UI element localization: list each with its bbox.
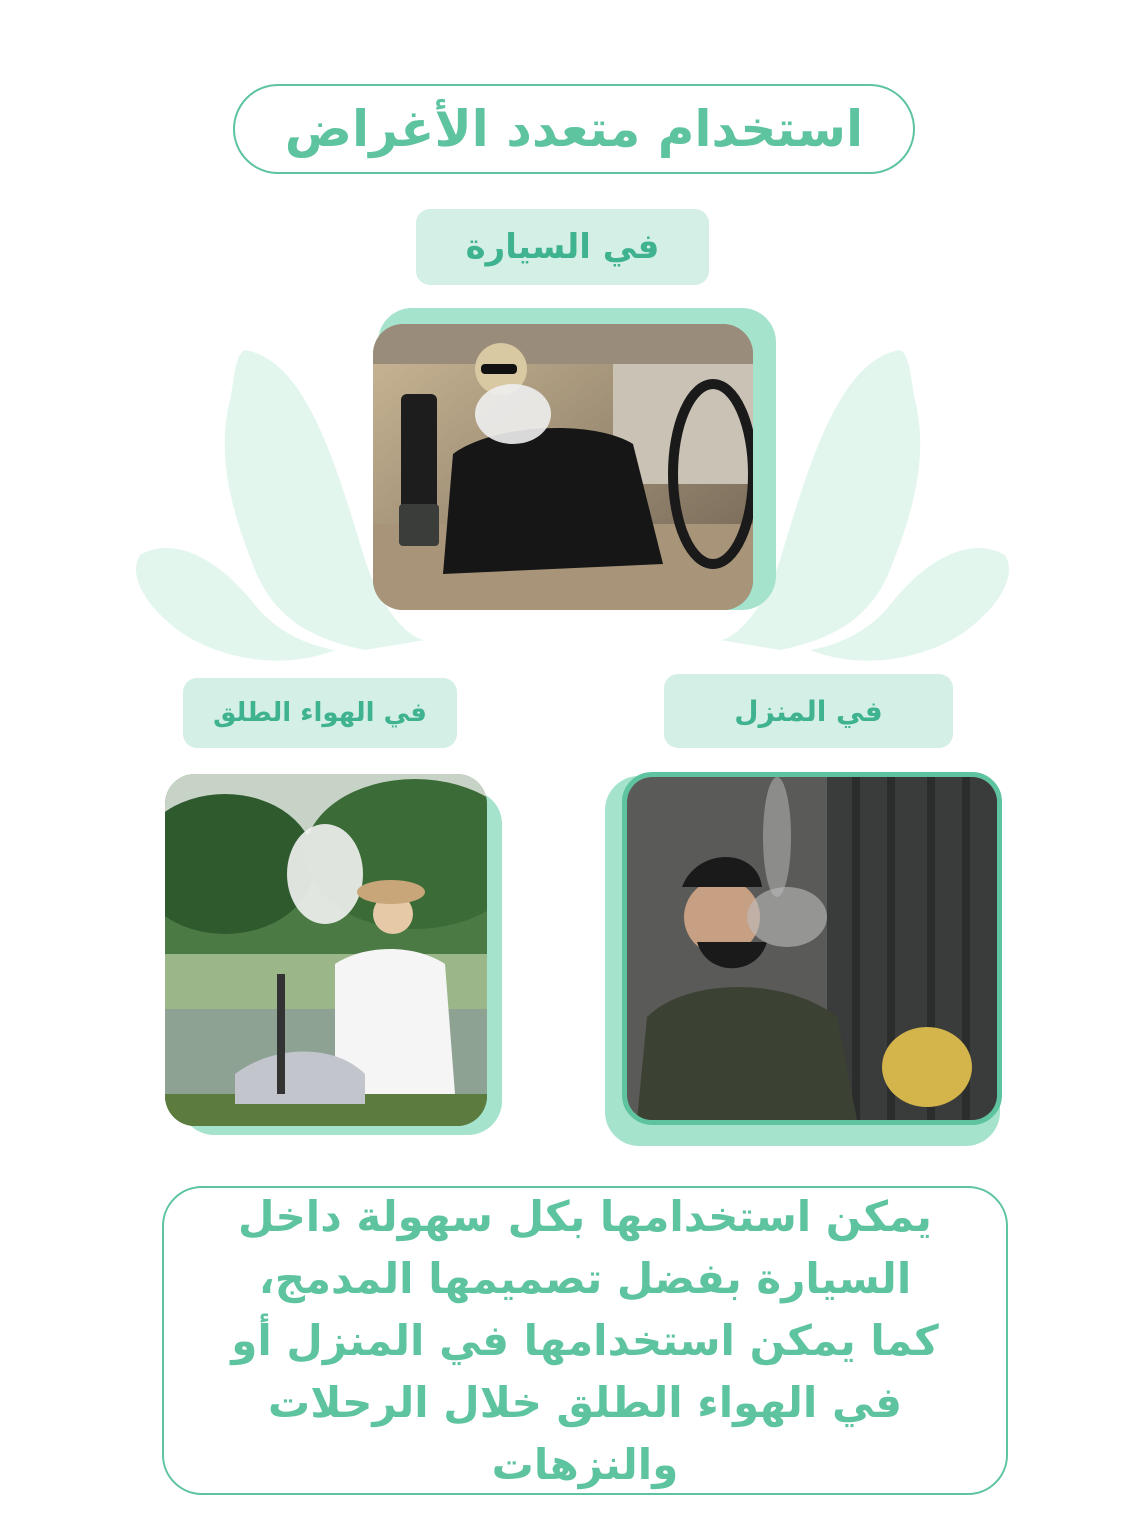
label-home-text: في المنزل	[734, 694, 883, 728]
description-box	[162, 1186, 1008, 1495]
label-outdoor	[183, 678, 457, 748]
label-car-text: في السيارة	[465, 227, 660, 267]
photo-home	[622, 772, 1002, 1125]
label-home	[664, 674, 953, 748]
photo-outdoor	[165, 774, 487, 1126]
page-title-text: استخدام متعدد الأغراض	[284, 100, 864, 158]
description-text: يمكن استخدامها بكل سهولة داخل السيارة بفضل تصميمها المدمج، كما يمكن استخدامها في المنزل أو في الهواء الطلق خلال الرحلات والنزهات	[231, 1191, 939, 1489]
label-car	[416, 209, 709, 285]
photo-car	[373, 324, 753, 610]
label-outdoor-text: في الهواء الطلق	[213, 698, 427, 728]
car-scene-image	[373, 324, 753, 610]
page-title	[233, 84, 915, 174]
outdoor-scene-image	[165, 774, 487, 1126]
home-scene-image	[627, 777, 997, 1120]
